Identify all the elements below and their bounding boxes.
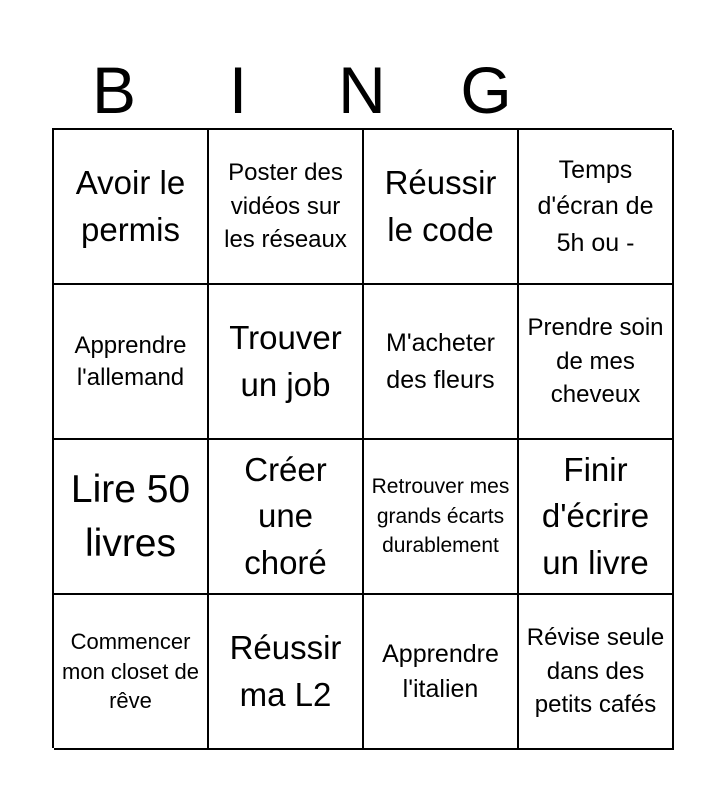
bingo-header — [52, 52, 672, 128]
cell-text: Temps d'écran de 5h ou - — [537, 156, 654, 257]
header-letter-n: N — [338, 53, 386, 127]
bingo-cell[interactable] — [364, 595, 519, 750]
bingo-cell[interactable] — [209, 440, 364, 595]
cell-text: Poster des vidéos sur les réseaux — [224, 159, 347, 254]
cell-text: Prendre soin de mes cheveux — [527, 314, 664, 409]
bingo-cell[interactable] — [209, 285, 364, 440]
cell-text: Apprendre l'allemand — [74, 332, 187, 391]
bingo-cell[interactable] — [519, 285, 674, 440]
cell-text: Réussir ma L2 — [229, 629, 342, 713]
bingo-cell[interactable] — [209, 130, 364, 285]
bingo-cell[interactable] — [54, 130, 209, 285]
bingo-cell[interactable] — [364, 285, 519, 440]
cell-text: Commencer mon closet de rêve — [62, 628, 199, 714]
header-letter-i: I — [228, 53, 248, 127]
cell-text: Retrouver mes grands écarts durablement — [371, 475, 510, 558]
header-letter-g: G — [460, 53, 512, 127]
bingo-cell[interactable] — [54, 595, 209, 750]
bingo-cell[interactable] — [519, 595, 674, 750]
bingo-cell[interactable] — [54, 285, 209, 440]
cell-text: Lire 50 livres — [70, 467, 191, 565]
bingo-cell[interactable] — [209, 595, 364, 750]
cell-text: Trouver un job — [229, 319, 342, 403]
cell-text: Apprendre l'italien — [382, 639, 499, 703]
cell-text: Avoir le permis — [75, 164, 186, 248]
cell-text: Réussir le code — [384, 164, 497, 248]
cell-text: M'acheter des fleurs — [386, 329, 495, 394]
bingo-cell[interactable] — [519, 130, 674, 285]
cell-text: Révise seule dans des petits cafés — [526, 624, 665, 719]
bingo-cell[interactable] — [54, 440, 209, 595]
bingo-board — [52, 128, 672, 748]
bingo-cell[interactable] — [364, 130, 519, 285]
bingo-cell[interactable] — [519, 440, 674, 595]
header-letter-b: B — [91, 53, 137, 127]
bingo-cell[interactable] — [364, 440, 519, 595]
cell-text: Finir d'écrire un livre — [541, 451, 650, 581]
cell-text: Créer une choré — [244, 451, 327, 581]
